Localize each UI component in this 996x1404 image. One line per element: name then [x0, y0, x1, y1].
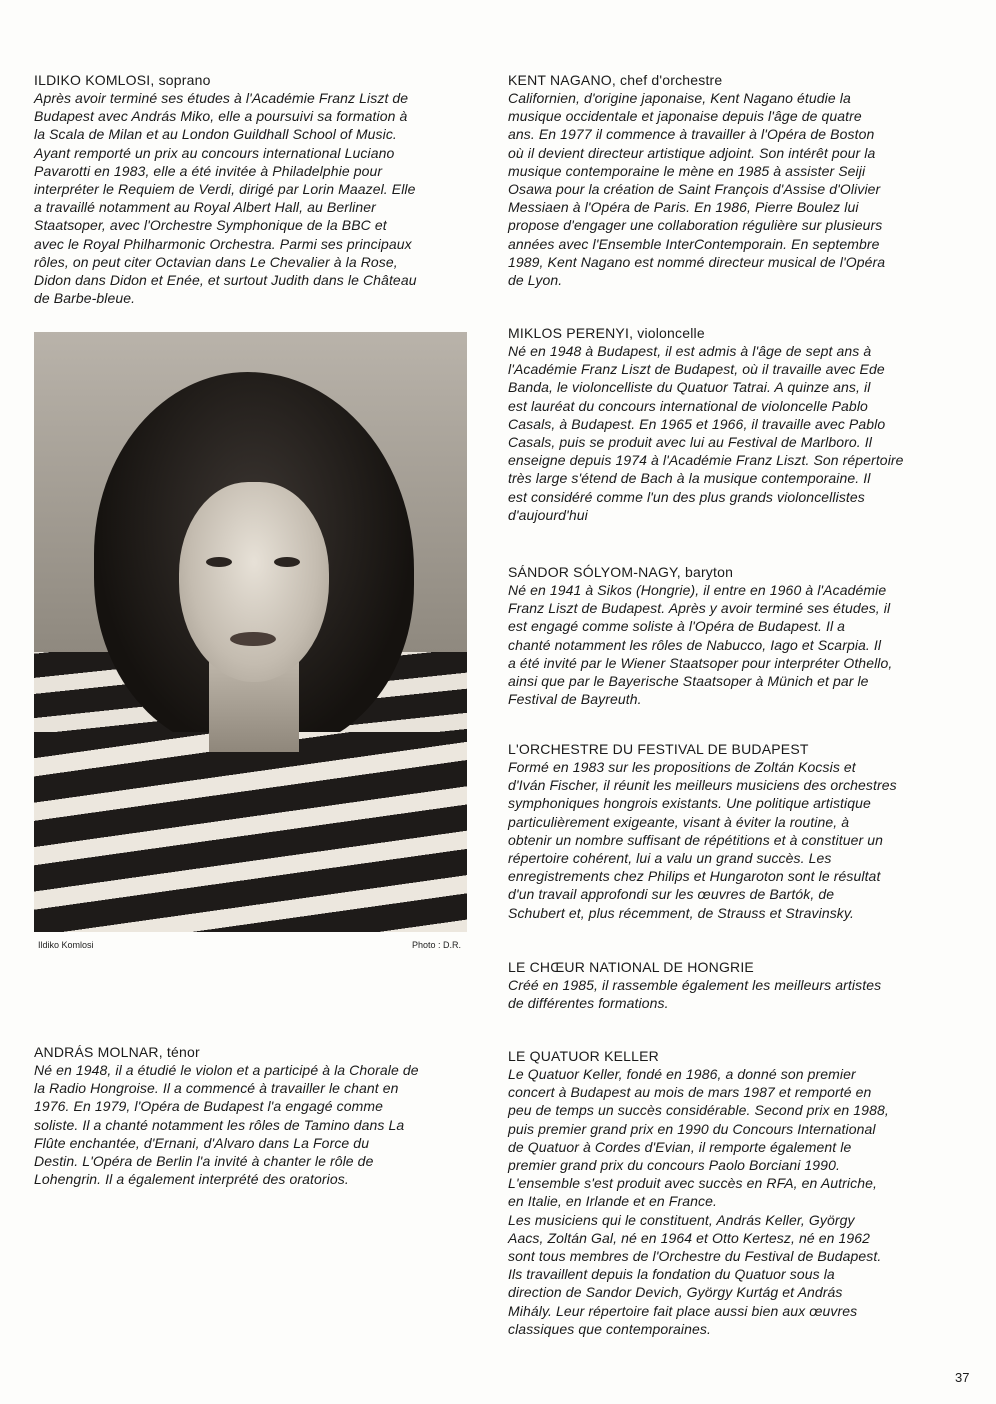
photo-eye: [274, 557, 300, 567]
entry-solyom-nagy: [508, 563, 942, 708]
entry-name: SÁNDOR SÓLYOM-NAGY: [508, 564, 677, 580]
text-line: d'aujourd'hui: [508, 506, 588, 523]
entry-name: MIKLOS PERENYI: [508, 325, 630, 341]
entry-name: ILDIKO KOMLOSI: [34, 72, 151, 88]
text-line: la Scala de Milan et au London Guildhall School of Music.: [34, 126, 397, 143]
text-line: Osawa pour la création de Saint François d'Assise d'Olivier: [508, 181, 881, 198]
entry-komlosi: [34, 71, 466, 307]
text-line: Franz Liszt de Budapest. Après y avoir terminé ses études, il: [508, 600, 891, 617]
text-line: 1976. En 1979, l'Opéra de Budapest l'a engagé comme: [34, 1098, 384, 1115]
text-line: très large s'étend de Bach à la musique contemporaine. Il: [508, 470, 871, 487]
text-line: musique occidentale et japonaise depuis l'âge de quatre: [508, 108, 862, 125]
entry-role: , baryton: [676, 564, 734, 580]
text-line: peu de temps un succès considérable. Second prix en 1988,: [508, 1102, 889, 1119]
photo-caption: Ildiko Komlosi: [38, 940, 94, 950]
text-line: la Radio Hongroise. Il a commencé à travailler le chant en: [34, 1080, 399, 1097]
text-line: de différentes formations.: [508, 995, 669, 1012]
text-line: Staatsoper, avec l'Orchestre Symphonique de la BBC et: [34, 217, 387, 234]
text-line: concert à Budapest au mois de mars 1987 et remporté en: [508, 1084, 872, 1101]
photo-striped-sweater: [34, 732, 467, 932]
text-line: interpréter le Requiem de Verdi, dirigé par Lorin Maazel. Elle: [34, 181, 416, 198]
text-line: est considéré comme l'un des plus grands violoncellistes: [508, 488, 865, 505]
entry-heading: [508, 958, 942, 976]
entry-name: L'ORCHESTRE DU FESTIVAL DE BUDAPEST: [508, 741, 809, 757]
text-line: enregistrements chez Philips et Hungaroton sont le résultat: [508, 868, 881, 885]
text-line: direction de Sandor Devich, György Kurtág et András: [508, 1284, 843, 1301]
text-line: Casals, puis se produit avec lui au Festival de Marlboro. Il: [508, 434, 872, 451]
portrait-photo: [34, 332, 467, 932]
text-line: a travaillé notamment au Royal Albert Hall, au Berliner: [34, 199, 376, 216]
text-line: enseigne depuis 1974 à l'Académie Franz Liszt. Son répertoire: [508, 452, 904, 469]
text-line: Né en 1948, il a étudié le violon et a participé à la Chorale de: [34, 1062, 419, 1078]
text-line: Formé en 1983 sur les propositions de Zoltán Kocsis et: [508, 759, 856, 775]
entry-body: [34, 1061, 468, 1188]
photo-face: [179, 482, 329, 682]
entry-name: LE QUATUOR KELLER: [508, 1048, 659, 1064]
text-line: Messiaen à l'Opéra de Paris. En 1986, Pierre Boulez lui: [508, 199, 859, 216]
entry-body: [508, 758, 942, 922]
text-line: Mihály. Leur répertoire fait place aussi bien aux œuvres: [508, 1302, 858, 1319]
entry-body: [508, 342, 942, 524]
entry-nagano: [508, 71, 942, 289]
text-line: propose d'engager une collaboration régulière sur plusieurs: [508, 217, 883, 234]
text-line: où il devient directeur artistique adjoint. Son intérêt pour la: [508, 144, 876, 161]
entry-body: [508, 89, 942, 289]
text-line: ans. En 1977 il commence à travailler à l'Opéra de Boston: [508, 126, 875, 143]
text-line: rôles, on peut citer Octavian dans Le Chevalier à la Rose,: [34, 253, 398, 270]
entry-role: , soprano: [150, 72, 211, 88]
text-line: Le Quatuor Keller, fondé en 1986, a donné son premier: [508, 1066, 856, 1082]
photo-credit: Photo : D.R.: [412, 940, 462, 950]
page-number: 37: [955, 1370, 970, 1385]
photo-eye: [206, 557, 232, 567]
text-line: Créé en 1985, il rassemble également les meilleurs artistes: [508, 977, 882, 993]
text-line: musique contemporaine le mène en 1985 à assister Seiji: [508, 162, 866, 179]
text-line: Ayant remporté un prix au concours international Luciano: [34, 144, 395, 161]
entry-heading: [508, 740, 942, 758]
text-line: de Quatuor à Cordes d'Evian, il remporte également le: [508, 1138, 852, 1155]
text-line: Casals, à Budapest. En 1965 et 1966, il travaille avec Pablo: [508, 415, 886, 432]
text-line: puis premier grand prix en 1990 du Concours International: [508, 1120, 876, 1137]
text-line: d'un travail approfondi sur les œuvres de Bartók, de: [508, 886, 835, 903]
text-line: Budapest avec András Miko, elle a poursuivi sa formation à: [34, 108, 408, 125]
text-line: l'Académie Franz Liszt de Budapest, où il travaille avec Ede: [508, 361, 885, 378]
text-line: Banda, le violoncelliste du Quatuor Tatrai. A quinze ans, il: [508, 379, 871, 396]
entry-heading: [508, 563, 942, 581]
text-line: de Lyon.: [508, 272, 563, 289]
text-line: avec le Royal Philharmonic Orchestra. Parmi ses principaux: [34, 235, 412, 252]
text-line: de Barbe-bleue.: [34, 290, 136, 307]
entry-heading: [34, 1043, 468, 1061]
text-line: est engagé comme soliste à l'Opéra de Budapest. Il a: [508, 618, 846, 635]
text-line: symphoniques hongrois existants. Une politique artistique: [508, 795, 871, 812]
text-line: Aacs, Zoltán Gal, né en 1964 et Otto Kertesz, né en 1962: [508, 1229, 871, 1246]
text-line: 1989, Kent Nagano est nommé directeur musical de l'Opéra: [508, 253, 886, 270]
text-line: Né en 1941 à Sikos (Hongrie), il entre en 1960 à l'Académie: [508, 582, 887, 598]
text-line: répertoire cohérent, lui a valu un grand succès. Les: [508, 850, 832, 867]
entry-perenyi: [508, 324, 942, 524]
text-line: ainsi que par le Bayerische Staatsoper à Münich et par le: [508, 673, 869, 690]
text-line: Festival de Bayreuth.: [508, 691, 642, 708]
entry-molnar: [34, 1043, 468, 1188]
entry-orchestre: [508, 740, 942, 922]
text-line: L'ensemble s'est produit avec succès en RFA, en Autriche,: [508, 1175, 878, 1192]
entry-name: KENT NAGANO: [508, 72, 612, 88]
text-line: sont tous membres de l'Orchestre du Festival de Budapest.: [508, 1248, 882, 1265]
text-line: particulièrement exigeante, visant à éviter la routine, à: [508, 813, 850, 830]
text-line: premier grand prix du concours Paolo Borciani 1990.: [508, 1157, 840, 1174]
text-line: Californien, d'origine japonaise, Kent Nagano étudie la: [508, 90, 851, 106]
entry-heading: [508, 71, 942, 89]
entry-name: LE CHŒUR NATIONAL DE HONGRIE: [508, 959, 754, 975]
entry-role: , violoncelle: [629, 325, 705, 341]
text-line: obtenir un nombre suffisant de répétitions et à constituer un: [508, 831, 883, 848]
text-line: Didon dans Didon et Enée, et surtout Judith dans le Château: [34, 272, 417, 289]
text-line: chanté notamment les rôles de Nabucco, Iago et Scarpia. Il: [508, 636, 882, 653]
text-line: Né en 1948 à Budapest, il est admis à l'âge de sept ans à: [508, 343, 872, 359]
text-line: Lohengrin. Il a également interprété des oratorios.: [34, 1171, 349, 1188]
entry-body: [508, 1065, 942, 1338]
text-line: a été invité par le Wiener Staatsoper pour interpréter Othello,: [508, 654, 893, 671]
photo-lips: [230, 632, 276, 646]
entry-name: ANDRÁS MOLNAR: [34, 1044, 159, 1060]
text-line: soliste. Il a chanté notamment les rôles de Tamino dans La: [34, 1116, 405, 1133]
text-line: en Italie, en Irlande et en France.: [508, 1193, 717, 1210]
text-line: années avec l'Ensemble InterContemporain. En septembre: [508, 235, 880, 252]
text-line: Ils travaillent depuis la fondation du Quatuor sous la: [508, 1266, 835, 1283]
text-line: Après avoir terminé ses études à l'Académie Franz Liszt de: [34, 90, 409, 106]
entry-choeur: [508, 958, 942, 1012]
entry-body: [508, 581, 942, 708]
text-line: est lauréat du concours international de violoncelle Pablo: [508, 397, 868, 414]
text-line: Destin. L'Opéra de Berlin l'a invité à chanter le rôle de: [34, 1153, 374, 1170]
entry-body: [34, 89, 466, 307]
text-line: d'Iván Fischer, il réunit les meilleurs musiciens des orchestres: [508, 777, 897, 794]
entry-heading: [34, 71, 466, 89]
text-line: Pavarotti en 1983, elle a été invitée à Philadelphie pour: [34, 162, 383, 179]
entry-heading: [508, 324, 942, 342]
entry-heading: [508, 1047, 942, 1065]
entry-role: , chef d'orchestre: [611, 72, 723, 88]
text-line: Schubert et, plus récemment, de Strauss et Stravinsky.: [508, 904, 854, 921]
entry-body: [508, 976, 942, 1012]
entry-keller: [508, 1047, 942, 1338]
entry-role: , ténor: [158, 1044, 200, 1060]
text-line: Les musiciens qui le constituent, András Keller, György: [508, 1211, 855, 1228]
text-line: classiques que contemporaines.: [508, 1320, 712, 1337]
text-line: Flûte enchantée, d'Ernani, d'Alvaro dans La Force du: [34, 1134, 370, 1151]
